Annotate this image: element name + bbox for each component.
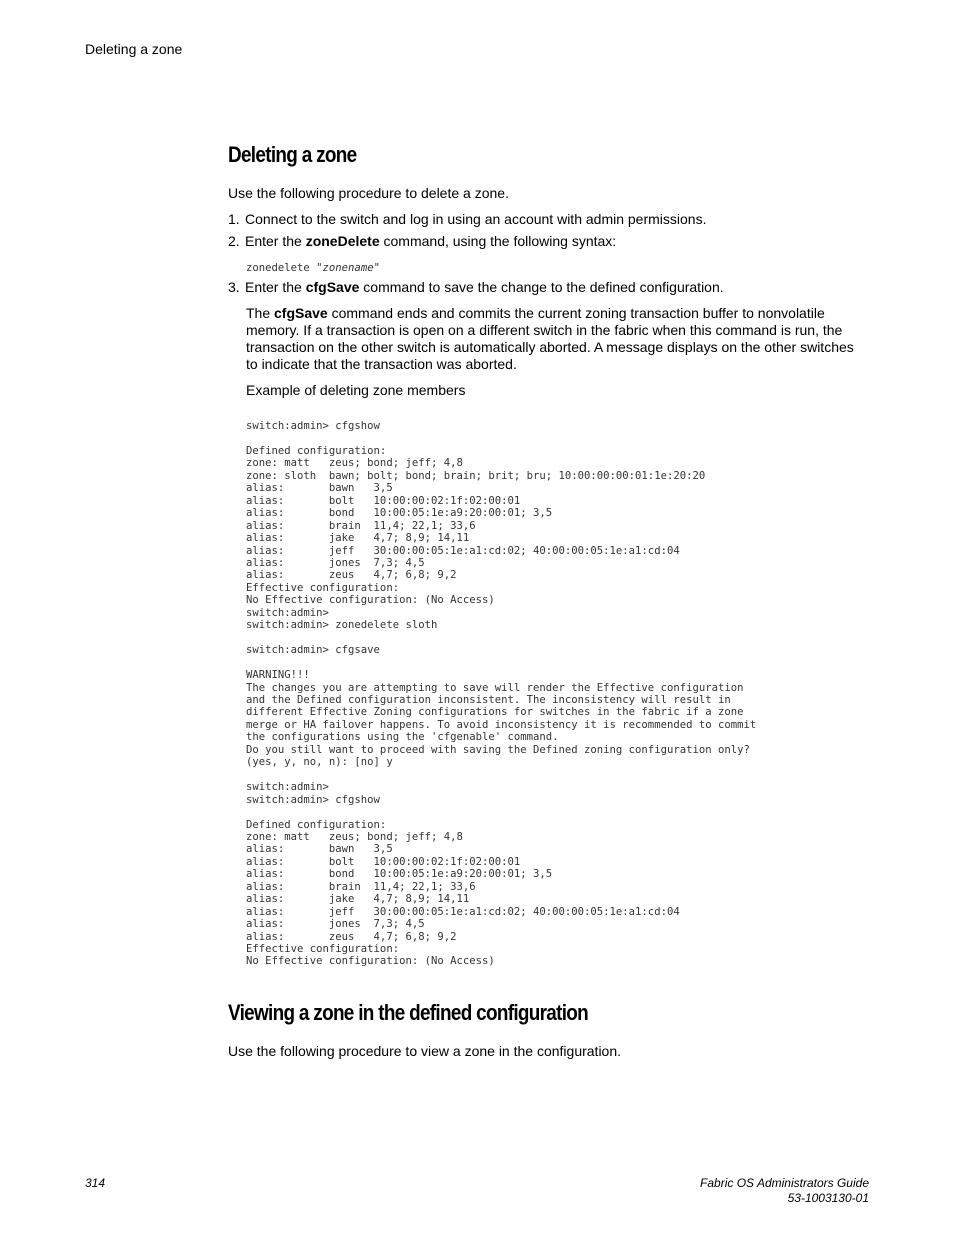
desc-pre: The <box>246 305 275 321</box>
example-code-block: switch:admin> cfgshow Defined configuration: zone: matt zeus; bond; jeff; 4,8 zone: sloth bawn; bolt; bond; brain; brit; bru; 10:00:00:00:01:1e:20:20 alias: bawn 3,5 alias: bolt 10:00:00:02:1f:02:00:01 alias: bond 10:00:05:1e:a9:20:00:01; 3,5 alias: brain 11,4; 22,1; 33,6 alias: jake 4,7; 8,9; 14,11 alias: jeff 30:00:00:05:1e:a1:cd:02; 40:00:00:05:1e:a1:cd:04 alias: jones 7,3; 4,5 alias: zeus 4,7; 6,8; 9,2 Effective configuration: No Effective configuration: (No Access) switch:admin> switch:admin> zonedelete sloth switch:admin> cfgsave WARNING!!! The changes you are attempting to save will render the Effective configuration and the Defined configuration inconsistent. The inconsistency will result in different Effective Zoning configurations for switches in the fabric if a zone merge or HA failover happens. To avoid inconsistency it is recommended to commit the configurations using the 'cfgenable' command. Do you still want to proceed with saving the Defined zoning configuration only? (yes, y, no, n): [no] y switch:admin> switch:admin> cfgshow Defined configuration: zone: matt zeus; bond; jeff; 4,8 alias: bawn 3,5 alias: bolt 10:00:00:02:1f:02:00:01 alias: bond 10:00:05:1e:a9:20:00:01; 3,5 alias: brain 11,4; 22,1; 33,6 alias: jake 4,7; 8,9; 14,11 alias: jeff 30:00:00:05:1e:a1:cd:02; 40:00:00:05:1e:a1:cd:04 alias: jones 7,3; 4,5 alias: zeus 4,7; 6,8; 9,2 Effective configuration: No Effective configuration: (No Access) <box>246 420 757 968</box>
step-number: 2. <box>228 233 240 249</box>
step-3 <box>228 279 724 295</box>
step-text-post: command to save the change to the defined configuration. <box>359 279 724 295</box>
section-title-deleting-zone: Deleting a zone <box>228 142 357 167</box>
footer-doc-number: 53-1003130-01 <box>787 1191 869 1205</box>
step-text-post: command, using the following syntax: <box>379 233 617 249</box>
cfgsave-description <box>246 305 866 373</box>
section-title-viewing-zone: Viewing a zone in the defined configuration <box>228 1000 589 1025</box>
step-number: 3. <box>228 279 240 295</box>
command-name: zoneDelete <box>305 233 380 249</box>
syntax-argument: zonename <box>322 262 374 274</box>
example-caption: Example of deleting zone members <box>246 382 466 398</box>
command-name: cfgSave <box>305 279 360 295</box>
desc-post: command ends and commits the current zoning transaction buffer to nonvolatile memory. If a transaction is open on a different switch in the fabric when this command is run, the transaction on the other switch is automatically aborted. A message displays on the other switches to indicate that the transaction was aborted. <box>246 305 854 372</box>
command-name: cfgSave <box>274 305 328 321</box>
step-text: Connect to the switch and log in using an account with admin permissions. <box>245 211 707 227</box>
syntax-command: zonedelete " <box>246 262 323 274</box>
page-number: 314 <box>85 1176 106 1190</box>
footer-doc-title: Fabric OS Administrators Guide <box>700 1176 869 1190</box>
syntax-block <box>246 262 380 274</box>
step-number: 1. <box>228 211 240 227</box>
section-intro: Use the following procedure to delete a zone. <box>228 185 509 201</box>
step-text-pre: Enter the <box>245 233 306 249</box>
step-1 <box>228 211 706 227</box>
running-header: Deleting a zone <box>85 41 183 57</box>
syntax-end: " <box>373 262 380 274</box>
step-text-pre: Enter the <box>245 279 306 295</box>
section-intro: Use the following procedure to view a zone in the configuration. <box>228 1043 622 1059</box>
step-2 <box>228 233 616 249</box>
